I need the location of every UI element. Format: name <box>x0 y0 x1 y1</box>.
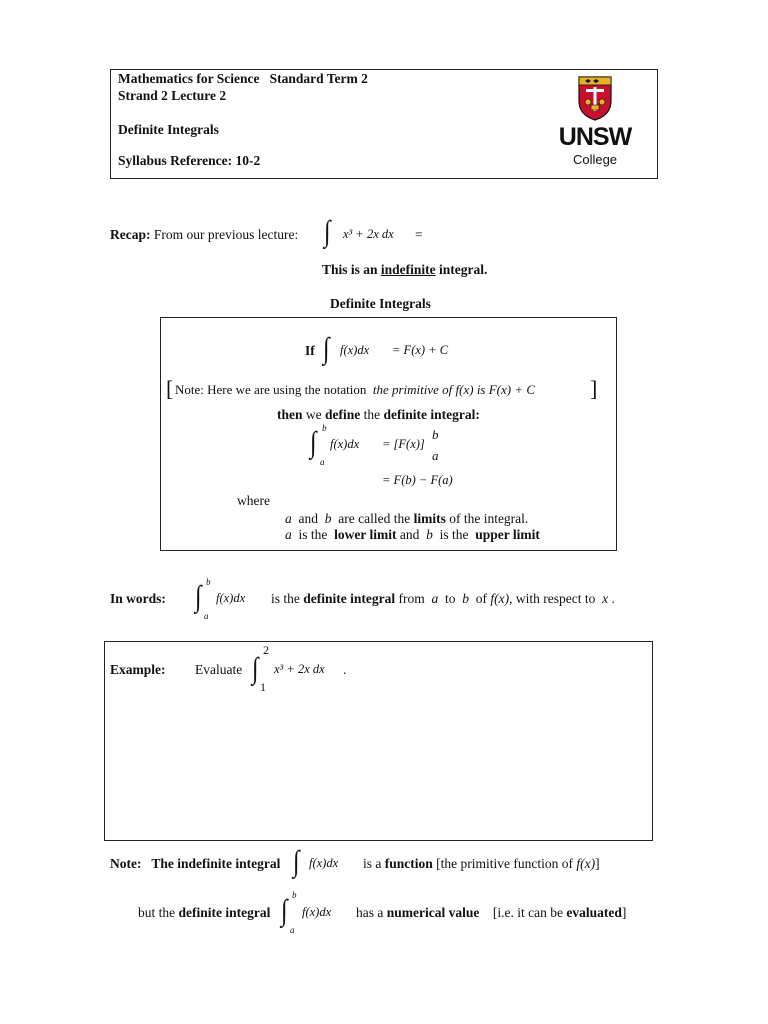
lower-limit: 1 <box>260 680 266 694</box>
iw-definite: definite integral <box>303 591 396 606</box>
indefinite-post: integral. <box>439 262 488 277</box>
in-words-label: In words: <box>110 591 166 606</box>
iw-to: to <box>444 591 456 606</box>
note-evaluated: evaluated <box>566 905 622 920</box>
note-close: ] <box>595 856 600 871</box>
indefinite-pre: This is an <box>322 262 378 277</box>
define-word: define <box>325 407 361 422</box>
upper-limit: b <box>322 423 327 433</box>
note-pre: Note: Here we are using the notation <box>175 382 367 397</box>
is-the: is the <box>298 527 328 542</box>
right-bracket: ] <box>590 376 598 401</box>
recap-label: Recap: <box>110 227 151 242</box>
example-integrand: x³ + 2x dx <box>274 662 325 676</box>
limits-line <box>285 511 528 527</box>
eval-upper: b <box>432 427 439 442</box>
upper-limit: b <box>206 577 211 587</box>
note-italic: the primitive of <box>372 382 453 397</box>
integral-sign: ∫ <box>251 652 259 685</box>
var-x: x <box>602 591 609 606</box>
logo-wordmark: UNSW <box>558 123 632 151</box>
note-function: function <box>384 856 433 871</box>
note-definite: definite integral <box>178 905 271 920</box>
if-integrand: f(x)dx <box>340 343 370 357</box>
then-word: then <box>277 407 303 422</box>
evaluate-word: Evaluate <box>195 662 243 677</box>
lower-upper-line <box>285 527 540 543</box>
note-is: is <box>476 382 486 397</box>
is-the: is the <box>439 527 469 542</box>
example-period: . <box>343 662 347 677</box>
note-but-the: but the <box>138 905 176 920</box>
iw-fx: f(x) <box>490 591 510 606</box>
upper-limit: b <box>292 890 297 900</box>
iw-respect: , with respect to <box>509 591 596 606</box>
we-word: we <box>305 407 322 422</box>
example-label: Example: <box>110 662 166 677</box>
recap-text: From our previous lecture: <box>153 227 299 242</box>
integral-sign: ∫ <box>309 426 317 459</box>
note-line <box>175 382 535 398</box>
course-name: Mathematics for Science <box>118 71 260 86</box>
note-integrand: f(x)dx <box>309 856 339 870</box>
recap-integrand: x³ + 2x dx <box>343 227 394 241</box>
course-title <box>118 71 368 87</box>
upper-limit-word: upper limit <box>475 527 540 542</box>
evaluation-result: = F(b) − F(a) <box>382 473 453 487</box>
note-integrand2: f(x)dx <box>302 905 332 919</box>
unsw-logo <box>555 75 635 170</box>
limits-word: limits <box>413 511 446 526</box>
if-label: If <box>305 343 315 358</box>
note-label: Note: <box>110 856 142 871</box>
iw-from: from <box>398 591 425 606</box>
indefinite-statement <box>322 262 487 278</box>
topic-title: Definite Integrals <box>118 122 219 137</box>
lower-limit-word: lower limit <box>334 527 397 542</box>
where-label: where <box>237 493 270 508</box>
lower-limit: a <box>204 611 209 621</box>
lower-limit: a <box>290 925 295 935</box>
course-term: Standard Term 2 <box>269 71 368 86</box>
note-is-a: is a <box>363 856 382 871</box>
then-line <box>277 407 480 423</box>
the-word: the <box>363 407 381 422</box>
in-words-integrand: f(x)dx <box>216 591 246 605</box>
note-label-line <box>110 856 280 872</box>
integral-sign: ∫ <box>322 332 330 365</box>
integral-sign: ∫ <box>292 845 300 878</box>
var-a: a <box>285 527 292 542</box>
note-F: F(x) + C <box>488 382 536 397</box>
note-numerical-text <box>356 905 626 921</box>
evaluation-bracket: = [F(x)] <box>382 437 425 451</box>
lower-limit: a <box>320 457 325 467</box>
and-word: and <box>399 527 420 542</box>
if-rhs: = F(x) + C <box>392 343 449 357</box>
note-close2: ] <box>621 905 627 920</box>
left-bracket: [ <box>166 376 174 401</box>
definite-integrand: f(x)dx <box>330 437 360 451</box>
var-b: b <box>462 591 469 606</box>
lecture-title: Strand 2 Lecture 2 <box>118 88 227 103</box>
integral-sign: ∫ <box>323 215 331 248</box>
recap-equals: = <box>415 227 423 242</box>
integral-sign: ∫ <box>194 580 202 613</box>
note-fx: f(x) <box>576 856 596 871</box>
iw-of: of <box>475 591 487 606</box>
var-a: a <box>431 591 439 606</box>
note-primitive: [the primitive function of <box>436 856 573 871</box>
note-definite-line <box>138 905 270 921</box>
eval-lower: a <box>432 448 439 463</box>
syllabus-reference: Syllabus Reference: 10-2 <box>118 153 261 168</box>
iw-t1: is the <box>271 591 300 606</box>
indefinite-word: indefinite <box>380 262 436 277</box>
var-b: b <box>426 527 433 542</box>
upper-limit: 2 <box>263 643 269 657</box>
in-words-text <box>271 591 615 607</box>
var-b: b <box>324 511 332 526</box>
note-f: f(x) <box>455 382 474 397</box>
note-indefinite: The indefinite integral <box>151 856 281 871</box>
section-heading: Definite Integrals <box>330 296 431 311</box>
iw-period: . <box>611 591 615 606</box>
recap-line <box>110 227 298 243</box>
note-ie: [i.e. it can be <box>492 905 563 920</box>
logo-subtext: College <box>572 152 618 167</box>
note-function-text <box>363 856 600 872</box>
definite-integral-label: definite integral: <box>383 407 480 422</box>
limits-mid: are called the <box>338 511 411 526</box>
note-has-a: has a <box>356 905 384 920</box>
crest-icon <box>577 75 613 121</box>
example-box[interactable] <box>104 641 653 841</box>
note-numerical: numerical value <box>386 905 480 920</box>
limits-end: of the integral. <box>449 511 529 526</box>
and-word: and <box>298 511 318 526</box>
var-a: a <box>285 511 292 526</box>
integral-sign: ∫ <box>280 894 288 927</box>
